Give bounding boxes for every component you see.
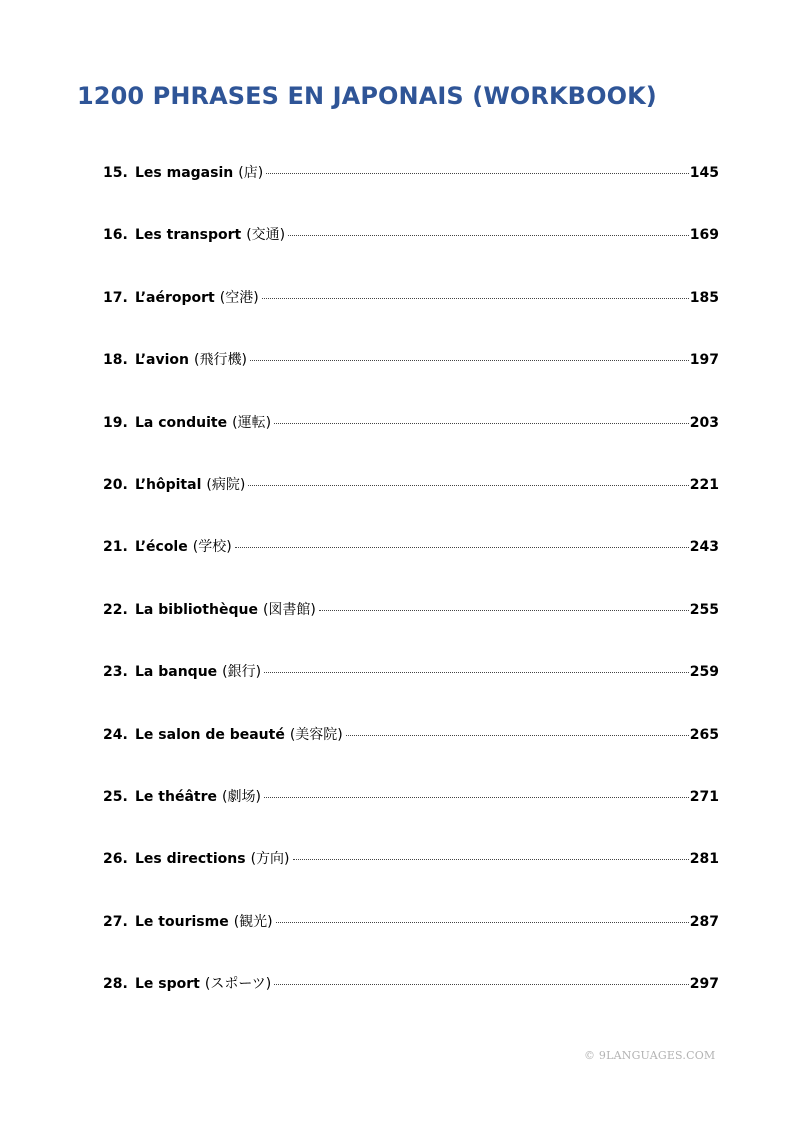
toc-entry-number: 21. — [103, 539, 128, 556]
toc-entry-number: 20. — [103, 476, 128, 493]
dot-leader — [262, 298, 689, 299]
toc-entry-page: 281 — [689, 851, 719, 868]
dot-leader — [319, 610, 689, 611]
toc-entry-japanese: (飛行機) — [193, 352, 247, 369]
toc-entry-number: 18. — [103, 352, 128, 369]
toc-entry-number: 17. — [103, 289, 128, 306]
toc-entry[interactable] — [103, 472, 719, 534]
toc-entry-number: 26. — [103, 851, 128, 868]
dot-leader — [274, 423, 689, 424]
toc-entry[interactable] — [103, 160, 719, 222]
toc-entry-label: La banque — [135, 664, 218, 681]
toc-entry-japanese: (図書館) — [262, 601, 316, 618]
dot-leader — [293, 859, 689, 860]
toc-entry-label: La conduite — [135, 414, 228, 431]
toc-entry[interactable] — [103, 222, 719, 284]
toc-entry-japanese: (銀行) — [222, 664, 262, 681]
toc-entry-page: 271 — [689, 788, 719, 805]
dot-leader — [288, 235, 689, 236]
toc-entry-page: 255 — [689, 601, 719, 618]
toc-entry-page: 145 — [689, 165, 719, 181]
toc-entry-japanese: (店) — [238, 165, 264, 181]
toc-entry-number: 22. — [103, 601, 128, 618]
toc-entry[interactable] — [103, 971, 719, 1033]
toc-entry-number: 28. — [103, 976, 128, 993]
toc-entry[interactable] — [103, 909, 719, 971]
toc-entry-number: 24. — [103, 726, 128, 743]
toc-entry-page: 297 — [689, 976, 719, 993]
dot-leader — [276, 922, 689, 923]
toc-entry[interactable] — [103, 659, 719, 721]
toc-entry-label: Les directions — [135, 851, 246, 868]
toc-entry-label: Le théâtre — [135, 788, 217, 805]
toc-entry-japanese: (病院) — [206, 476, 246, 493]
toc-entry-page: 169 — [689, 227, 719, 244]
toc-entry-label: Le tourisme — [135, 913, 229, 930]
page-title: 1200 PHRASES EN JAPONAIS (WORKBOOK) — [77, 82, 657, 110]
toc-entry-page: 203 — [689, 414, 719, 431]
toc-entry-number: 19. — [103, 414, 128, 431]
toc-entry-page: 197 — [689, 352, 719, 369]
dot-leader — [264, 797, 689, 798]
toc-entry-label: L’hôpital — [135, 476, 202, 493]
toc-entry-label: L’école — [135, 539, 188, 556]
toc-entry[interactable] — [103, 347, 719, 409]
toc-entry-label: Le salon de beauté — [135, 726, 285, 743]
toc-entry[interactable] — [103, 784, 719, 846]
dot-leader — [264, 672, 689, 673]
toc-entry-page: 287 — [689, 913, 719, 930]
dot-leader — [266, 173, 689, 174]
toc-entry-label: Les transport — [135, 227, 242, 244]
toc-entry-number: 27. — [103, 913, 128, 930]
toc-entry-number: 16. — [103, 227, 128, 244]
toc-entry-page: 221 — [689, 476, 719, 493]
toc-entry-label: La bibliothèque — [135, 601, 258, 618]
dot-leader — [250, 360, 689, 361]
toc-entry[interactable] — [103, 534, 719, 596]
toc-entry-number: 15. — [103, 165, 128, 181]
toc-entry[interactable] — [103, 597, 719, 659]
dot-leader — [235, 547, 689, 548]
toc-entry[interactable] — [103, 285, 719, 347]
toc-entry-page: 259 — [689, 664, 719, 681]
toc-entry-japanese: (スポーツ) — [204, 976, 272, 993]
toc-entry[interactable] — [103, 846, 719, 908]
toc-entry-japanese: (運転) — [232, 414, 272, 431]
dot-leader — [346, 735, 689, 736]
table-of-contents — [103, 160, 719, 1033]
toc-entry-label: L’aéroport — [135, 289, 215, 306]
dot-leader — [274, 984, 689, 985]
toc-entry-page: 265 — [689, 726, 719, 743]
dot-leader — [248, 485, 688, 486]
toc-entry[interactable] — [103, 410, 719, 472]
toc-entry[interactable] — [103, 722, 719, 784]
toc-entry-japanese: (交通) — [246, 227, 286, 244]
toc-entry-page: 185 — [689, 289, 719, 306]
toc-entry-japanese: (空港) — [219, 289, 259, 306]
toc-entry-japanese: (美容院) — [289, 726, 343, 743]
toc-entry-japanese: (観光) — [233, 913, 273, 930]
toc-entry-label: Les magasin — [135, 165, 234, 181]
toc-entry-japanese: (学校) — [192, 539, 232, 556]
toc-entry-number: 23. — [103, 664, 128, 681]
toc-entry-label: L’avion — [135, 352, 189, 369]
toc-entry-number: 25. — [103, 788, 128, 805]
copyright-footer: © 9LANGUAGES.COM — [584, 1049, 716, 1062]
toc-entry-japanese: (方向) — [250, 851, 290, 868]
toc-entry-japanese: (劇场) — [221, 788, 261, 805]
toc-entry-label: Le sport — [135, 976, 200, 993]
toc-entry-page: 243 — [689, 539, 719, 556]
